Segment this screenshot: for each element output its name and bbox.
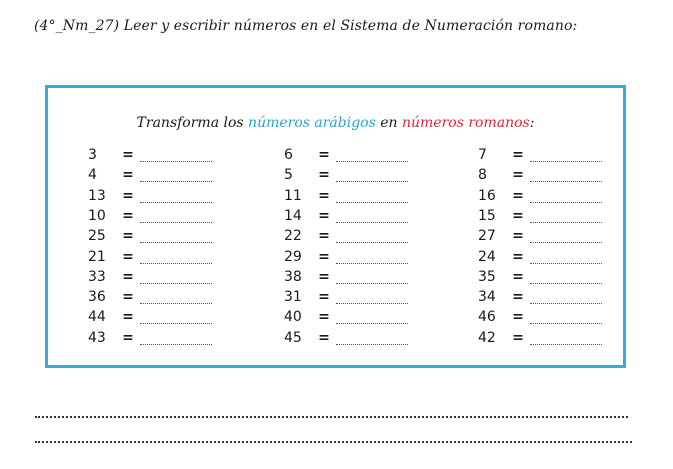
roman-answer-blank[interactable] xyxy=(140,303,212,304)
equals-sign: = xyxy=(122,187,134,204)
arabic-number: 46 xyxy=(478,309,496,326)
arabic-number: 27 xyxy=(478,228,496,245)
roman-answer-blank[interactable] xyxy=(140,181,212,182)
equals-sign: = xyxy=(318,289,330,306)
arabic-number: 3 xyxy=(88,147,97,163)
equals-sign: = xyxy=(318,187,330,204)
roman-answer-blank[interactable] xyxy=(530,323,602,324)
answer-line[interactable] xyxy=(35,441,632,443)
exercise-box xyxy=(45,85,626,368)
instruction-text: Transforma los xyxy=(136,115,249,131)
arabic-number: 8 xyxy=(478,167,487,184)
roman-answer-blank[interactable] xyxy=(336,181,408,182)
arabic-number: 10 xyxy=(88,207,106,224)
roman-answer-blank[interactable] xyxy=(336,242,408,243)
equals-sign: = xyxy=(512,309,524,326)
instruction-text: : xyxy=(529,115,535,131)
roman-answer-blank[interactable] xyxy=(140,242,212,243)
roman-answer-blank[interactable] xyxy=(530,283,602,284)
arabic-number: 25 xyxy=(88,228,106,245)
roman-answer-blank[interactable] xyxy=(336,161,408,162)
arabic-number: 40 xyxy=(284,309,302,326)
arabic-number: 42 xyxy=(478,329,496,346)
equals-sign: = xyxy=(318,329,330,346)
equals-sign: = xyxy=(512,268,524,285)
arabic-number: 7 xyxy=(478,147,487,163)
roman-answer-blank[interactable] xyxy=(530,344,602,345)
equals-sign: = xyxy=(512,329,524,346)
roman-answer-blank[interactable] xyxy=(140,202,212,203)
arabic-number: 44 xyxy=(88,309,106,326)
equals-sign: = xyxy=(122,228,134,245)
equals-sign: = xyxy=(512,289,524,306)
equals-sign: = xyxy=(318,248,330,265)
arabic-number: 36 xyxy=(88,289,106,306)
roman-answer-blank[interactable] xyxy=(336,344,408,345)
equals-sign: = xyxy=(122,329,134,346)
roman-answer-blank[interactable] xyxy=(336,263,408,264)
exercise-instruction xyxy=(48,115,623,131)
roman-answer-blank[interactable] xyxy=(530,263,602,264)
arabic-number: 34 xyxy=(478,289,496,306)
roman-answer-blank[interactable] xyxy=(530,181,602,182)
equals-sign: = xyxy=(122,167,134,184)
equals-sign: = xyxy=(318,207,330,224)
arabic-number: 38 xyxy=(284,268,302,285)
equals-sign: = xyxy=(512,187,524,204)
arabic-number: 29 xyxy=(284,248,302,265)
roman-answer-blank[interactable] xyxy=(336,303,408,304)
answer-line[interactable] xyxy=(35,416,628,418)
equals-sign: = xyxy=(122,248,134,265)
roman-answer-blank[interactable] xyxy=(336,202,408,203)
roman-answer-blank[interactable] xyxy=(530,202,602,203)
roman-answer-blank[interactable] xyxy=(530,303,602,304)
roman-answer-blank[interactable] xyxy=(140,323,212,324)
equals-sign: = xyxy=(512,248,524,265)
arabic-number: 11 xyxy=(284,187,302,204)
arabic-number: 4 xyxy=(88,167,97,184)
equals-sign: = xyxy=(318,167,330,184)
arabic-number: 16 xyxy=(478,187,496,204)
roman-answer-blank[interactable] xyxy=(140,283,212,284)
arabic-number: 35 xyxy=(478,268,496,285)
arabic-number: 31 xyxy=(284,289,302,306)
equals-sign: = xyxy=(122,268,134,285)
equals-sign: = xyxy=(512,167,524,184)
equals-sign: = xyxy=(512,207,524,224)
arabic-number: 45 xyxy=(284,329,302,346)
equals-sign: = xyxy=(512,228,524,245)
roman-answer-blank[interactable] xyxy=(336,222,408,223)
instruction-text: en xyxy=(375,115,402,131)
arabic-number: 6 xyxy=(284,147,293,163)
roman-answer-blank[interactable] xyxy=(336,283,408,284)
equals-sign: = xyxy=(122,147,134,163)
arabic-number: 21 xyxy=(88,248,106,265)
equals-sign: = xyxy=(318,309,330,326)
arabic-number: 43 xyxy=(88,329,106,346)
equals-sign: = xyxy=(318,228,330,245)
arabic-number: 5 xyxy=(284,167,293,184)
roman-answer-blank[interactable] xyxy=(530,242,602,243)
instruction-arabic-highlight: números arábigos xyxy=(248,115,376,131)
arabic-number: 15 xyxy=(478,207,496,224)
arabic-number: 24 xyxy=(478,248,496,265)
equals-sign: = xyxy=(122,207,134,224)
equals-sign: = xyxy=(318,147,330,163)
arabic-number: 14 xyxy=(284,207,302,224)
equals-sign: = xyxy=(512,147,524,163)
arabic-number: 33 xyxy=(88,268,106,285)
roman-answer-blank[interactable] xyxy=(140,344,212,345)
arabic-number: 22 xyxy=(284,228,302,245)
arabic-number: 13 xyxy=(88,187,106,204)
roman-answer-blank[interactable] xyxy=(530,222,602,223)
roman-answer-blank[interactable] xyxy=(140,263,212,264)
instruction-roman-highlight: números romanos xyxy=(402,115,530,131)
equals-sign: = xyxy=(122,309,134,326)
roman-answer-blank[interactable] xyxy=(140,222,212,223)
equals-sign: = xyxy=(318,268,330,285)
equals-sign: = xyxy=(122,289,134,306)
roman-answer-blank[interactable] xyxy=(530,161,602,162)
page-title: (4°_Nm_27) Leer y escribir números en el Sistema de Numeración romano: xyxy=(34,18,578,34)
roman-answer-blank[interactable] xyxy=(140,161,212,162)
roman-answer-blank[interactable] xyxy=(336,323,408,324)
